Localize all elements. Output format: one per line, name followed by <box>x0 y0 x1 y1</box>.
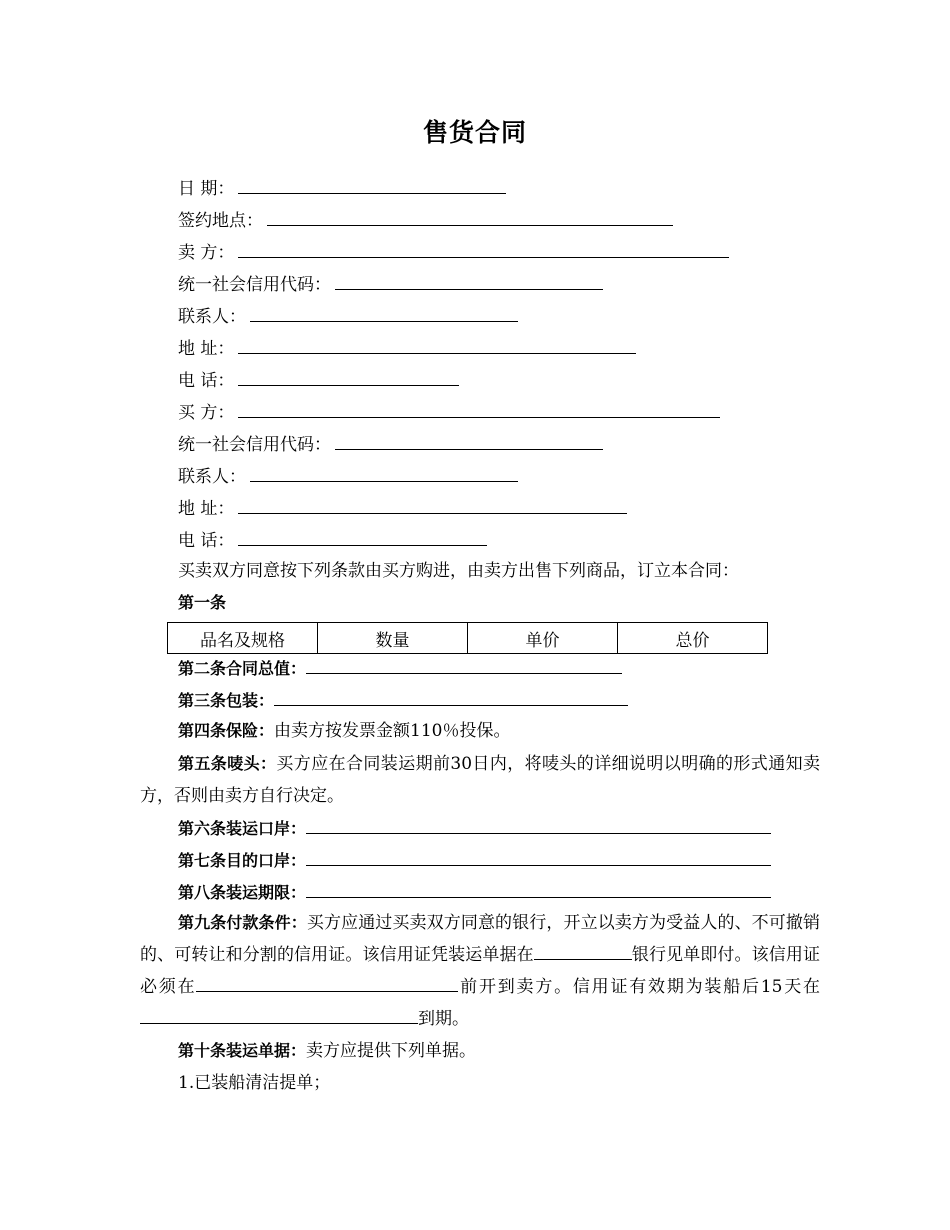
goods-header-quantity: 数量 <box>318 623 468 654</box>
buyer-field <box>178 400 720 424</box>
article-7-title: 第七条目的口岸： <box>178 851 307 870</box>
article-9-text-d: 到期。 <box>418 1009 469 1029</box>
buyer-contact-blank[interactable] <box>250 464 518 482</box>
document-item-1: 1.已装船清洁提单； <box>178 1073 331 1093</box>
goods-header-total-price: 总价 <box>618 623 768 654</box>
article-9 <box>140 907 820 1035</box>
buyer-credit-code-blank[interactable] <box>335 432 603 450</box>
buyer-credit-code-field <box>178 432 603 456</box>
seller-contact-label: 联系人： <box>178 307 246 327</box>
buyer-phone-blank[interactable] <box>238 528 487 546</box>
article-7-blank[interactable] <box>306 848 771 866</box>
buyer-address-blank[interactable] <box>238 496 627 514</box>
article-4 <box>178 720 510 742</box>
article-3-blank[interactable] <box>274 688 628 706</box>
buyer-phone-field <box>178 528 487 552</box>
seller-blank[interactable] <box>238 240 729 258</box>
seller-phone-label: 电 话： <box>178 371 235 391</box>
buyer-label: 买 方： <box>178 403 235 423</box>
article-9-bank-blank[interactable] <box>534 942 632 960</box>
article-3-title: 第三条包装： <box>178 691 275 710</box>
article-2 <box>178 656 622 680</box>
buyer-credit-code-label: 统一社会信用代码： <box>178 435 331 455</box>
article-6-title: 第六条装运口岸： <box>178 819 307 838</box>
article-4-text: 由卖方按发票金额110％投保。 <box>274 721 511 741</box>
seller-address-label: 地 址： <box>178 339 235 359</box>
article-9-title: 第九条付款条件： <box>178 913 307 932</box>
buyer-address-label: 地 址： <box>178 499 235 519</box>
place-field <box>178 208 673 232</box>
article-10 <box>178 1040 476 1062</box>
article-4-title: 第四条保险： <box>178 721 275 740</box>
article-9-open-date-blank[interactable] <box>196 974 458 992</box>
article-9-text-c: 前开到卖方。信用证有效期为装船后15天在 <box>458 977 820 997</box>
goods-table-header-row <box>168 623 768 654</box>
article-5 <box>140 748 820 812</box>
article-8 <box>178 880 771 904</box>
seller-contact-field <box>178 304 518 328</box>
place-blank[interactable] <box>267 208 673 226</box>
seller-credit-code-blank[interactable] <box>335 272 603 290</box>
article-9-text-b: 银行见单即付。该信用证必须在 <box>140 945 821 997</box>
article-6 <box>178 816 771 840</box>
intro-text: 买卖双方同意按下列条款由买方购进，由卖方出售下列商品，订立本合同： <box>178 561 739 581</box>
goods-header-name: 品名及规格 <box>168 623 318 654</box>
page-title: 售货合同 <box>422 118 527 147</box>
buyer-address-field <box>178 496 627 520</box>
article-2-title: 第二条合同总值： <box>178 659 307 678</box>
article-2-blank[interactable] <box>306 656 622 674</box>
goods-table <box>167 622 768 654</box>
seller-phone-blank[interactable] <box>238 368 459 386</box>
seller-contact-blank[interactable] <box>250 304 518 322</box>
date-field <box>178 176 506 200</box>
seller-credit-code-label: 统一社会信用代码： <box>178 275 331 295</box>
goods-header-unit-price: 单价 <box>468 623 618 654</box>
article-9-text-a: 买方应通过买卖双方同意的银行，开立以卖方为受益人的、不可撤销的、可转让和分割的信用证。该信用证凭装运单据在 <box>140 913 820 965</box>
buyer-contact-label: 联系人： <box>178 467 246 487</box>
article-3 <box>178 688 628 712</box>
article-1-title: 第一条 <box>178 593 227 612</box>
article-5-title: 第五条唛头： <box>178 754 277 773</box>
place-label: 签约地点： <box>178 211 263 231</box>
article-8-title: 第八条装运期限： <box>178 883 307 902</box>
date-label: 日 期： <box>178 179 235 199</box>
buyer-contact-field <box>178 464 518 488</box>
date-blank[interactable] <box>238 176 506 194</box>
seller-address-blank[interactable] <box>238 336 636 354</box>
seller-phone-field <box>178 368 459 392</box>
seller-field <box>178 240 729 264</box>
article-5-text: 买方应在合同装运期前30日内，将唛头的详细说明以明确的形式通知卖方，否则由卖方自行决定。 <box>140 754 820 806</box>
article-7 <box>178 848 771 872</box>
seller-address-field <box>178 336 636 360</box>
article-10-title: 第十条装运单据： <box>178 1041 307 1060</box>
article-10-text: 卖方应提供下列单据。 <box>306 1041 477 1061</box>
seller-label: 卖 方： <box>178 243 235 263</box>
article-9-expiry-place-blank[interactable] <box>140 1006 418 1024</box>
buyer-phone-label: 电 话： <box>178 531 235 551</box>
seller-credit-code-field <box>178 272 603 296</box>
buyer-blank[interactable] <box>238 400 720 418</box>
article-8-blank[interactable] <box>306 880 771 898</box>
article-6-blank[interactable] <box>306 816 771 834</box>
